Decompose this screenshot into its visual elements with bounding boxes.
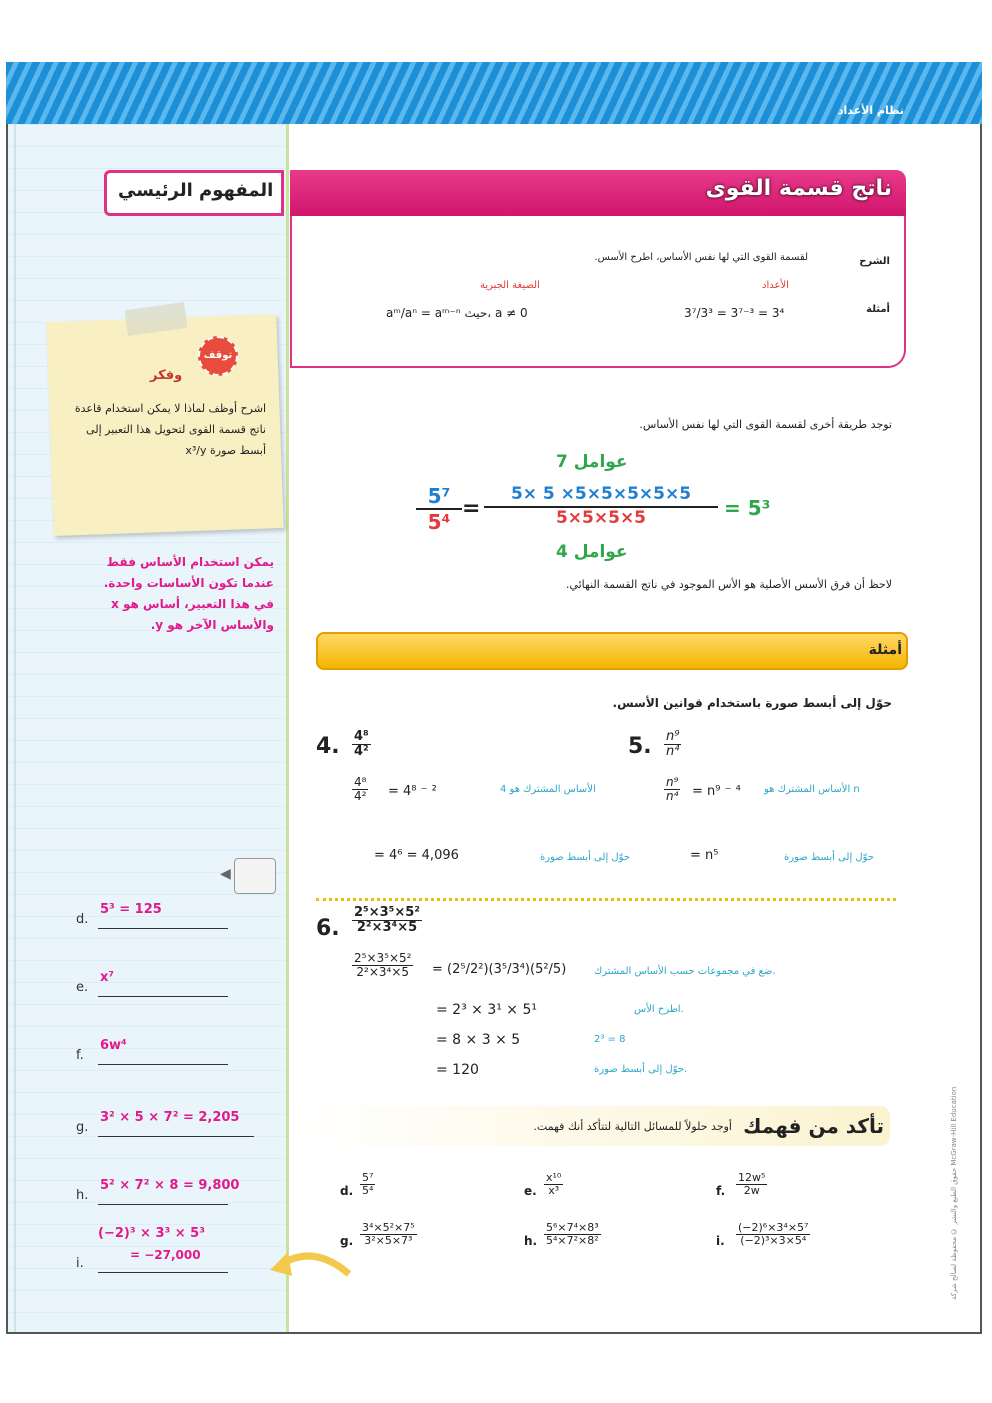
answer-value: 5² × 7² × 8 = 9,800 xyxy=(100,1178,240,1193)
ex5-numerator: n⁹ xyxy=(666,729,680,744)
demo-note: لاحظ أن فرق الأسس الأصلية هو الأس الموجود في ناتج القسمة النهائي. xyxy=(565,578,892,591)
instruction: حوّل إلى أبسط صورة باستخدام قوانين الأسس. xyxy=(612,696,892,710)
ex5-step-denominator: n⁴ xyxy=(666,789,679,804)
ex6-step-denominator: 2²×3⁴×5 xyxy=(356,965,410,980)
example-4-number: 4. xyxy=(316,734,340,759)
arrow-left-icon: ◀ xyxy=(220,866,231,882)
check-text: أوجد حلولاً للمسائل التالية لتتأكد أنك فهمت. xyxy=(533,1120,732,1133)
exercise-denominator: 2w xyxy=(743,1184,760,1198)
answer-line[interactable] xyxy=(98,1272,228,1273)
check-title: تأكد من فهمك xyxy=(743,1114,884,1138)
exercise-denominator: 5⁴ xyxy=(362,1184,374,1198)
ex5-note1: الأساس المشترك هو n xyxy=(764,784,860,795)
answer-value: x⁷ xyxy=(100,970,115,985)
exercise-fraction xyxy=(544,1222,601,1247)
note-text: اشرح أوظف لماذا لا يمكن استخدام قاعدة ناتج قسمة القوى لتحويل هذا التعبير إلى أبسط صورة x³/y xyxy=(74,402,266,457)
ex4-step2: = 4⁶ = 4,096 xyxy=(374,848,459,863)
answer-value: 5³ = 125 xyxy=(100,902,162,917)
answer-letter: d. xyxy=(76,912,89,927)
answer-value: 6w⁴ xyxy=(100,1038,127,1053)
margin-icon xyxy=(234,858,276,894)
ex6-step4: = 120 xyxy=(436,1062,479,1078)
demo-lhs-numerator: 5⁷ xyxy=(416,484,462,510)
example-5-number: 5. xyxy=(628,734,652,759)
exercise-fraction xyxy=(736,1172,767,1197)
intro-text: توجد طريقة أخرى لقسمة القوى التي لها نفس الأساس. xyxy=(639,418,892,431)
exercise-label: g. xyxy=(340,1234,354,1248)
ex5-step1: = n⁹ ⁻ ⁴ xyxy=(692,784,741,799)
ex6-numerator: 2⁵×3⁵×5² xyxy=(354,905,421,920)
example-divider xyxy=(316,898,896,901)
answer-letter: f. xyxy=(76,1048,84,1063)
chapter-title: نظام الأعداد xyxy=(837,104,904,117)
ex5-step2: = n⁵ xyxy=(690,848,719,863)
answer-value-result: = −27,000 xyxy=(130,1248,201,1262)
answer-letter: e. xyxy=(76,980,89,995)
key-concept-box xyxy=(290,216,906,368)
ex4-note2: حوّل إلى أبسط صورة xyxy=(540,852,631,863)
ex6-step3: = 8 × 3 × 5 xyxy=(436,1032,521,1048)
exercise-numerator: 3⁴×5²×7⁵ xyxy=(362,1221,415,1234)
think-label: وفكر xyxy=(150,368,183,383)
algebra-label: الصيغة الجبرية xyxy=(480,280,540,291)
ex4-note1: الأساس المشترك هو 4 xyxy=(500,784,596,795)
answer-value: (−2)³ × 3³ × 5³ xyxy=(98,1226,205,1241)
answer-line[interactable] xyxy=(98,1136,254,1137)
ex6-note2: اطرح الأس. xyxy=(634,1004,684,1015)
exercise-numerator: 5⁷ xyxy=(362,1171,374,1184)
example-6-number: 6. xyxy=(316,916,340,941)
exercise-numerator: (−2)⁶×3⁴×5⁷ xyxy=(738,1221,809,1234)
ex6-denominator: 2²×3⁴×5 xyxy=(356,920,418,936)
key-concept-tab-label: المفهوم الرئيسي xyxy=(118,180,274,201)
ex6-step-numerator: 2⁵×3⁵×5² xyxy=(354,951,412,965)
demo-result: = 5³ xyxy=(724,496,771,520)
exercise-fraction xyxy=(544,1172,563,1197)
answer-line[interactable] xyxy=(98,1064,228,1065)
exercise-denominator: 3²×5×7³ xyxy=(364,1234,413,1248)
numbers-label: الأعداد xyxy=(762,280,789,291)
curved-arrow-icon xyxy=(264,1234,354,1294)
exercise-label: i. xyxy=(716,1234,725,1248)
exercise-denominator: 5⁴×7²×8² xyxy=(546,1234,599,1248)
answer-letter: g. xyxy=(76,1120,89,1135)
notebook-margin-panel xyxy=(8,124,289,1332)
answer-letter: h. xyxy=(76,1188,89,1203)
header-banner xyxy=(6,62,982,124)
exercise-fraction xyxy=(736,1222,810,1247)
ex4-step-denominator: 4² xyxy=(354,789,367,804)
exercise-numerator: 5⁶×7⁴×8³ xyxy=(546,1221,599,1234)
exercise-label: h. xyxy=(524,1234,538,1248)
key-concept-title: ناتج قسمة القوى xyxy=(705,176,892,201)
explain-label: الشرح xyxy=(859,256,890,267)
exercise-numerator: x¹⁰ xyxy=(546,1171,562,1184)
bottom-factors-label: 4 عوامل xyxy=(556,542,628,562)
answer-line[interactable] xyxy=(98,996,228,997)
notebook-rule-line xyxy=(14,124,16,1332)
demo-denominator: 5×5×5×5 xyxy=(555,508,647,528)
exercise-fraction xyxy=(360,1172,375,1197)
demo-lhs-denominator: 5⁴ xyxy=(427,510,451,534)
ex5-denominator: n⁴ xyxy=(666,744,680,760)
ex4-numerator: 4⁸ xyxy=(354,729,369,744)
examples-title: أمثلة xyxy=(868,642,902,658)
top-factors-label: 7 عوامل xyxy=(556,452,628,472)
answer-value: 3² × 5 × 7² = 2,205 xyxy=(100,1110,240,1125)
answer-letter: i. xyxy=(76,1256,84,1271)
answer-line[interactable] xyxy=(98,928,228,929)
exercise-label: f. xyxy=(716,1184,726,1198)
exercise-numerator: 12w⁵ xyxy=(738,1171,766,1184)
exercise-fraction xyxy=(360,1222,417,1247)
ex4-step-numerator: 4⁸ xyxy=(354,775,367,789)
ex6-note4: حوّل إلى أبسط صورة. xyxy=(594,1064,688,1075)
examples-header xyxy=(316,632,908,670)
demo-numerator: 5× 5 ×5×5×5×5×5 xyxy=(484,484,718,508)
exercise-denominator: x³ xyxy=(548,1184,560,1198)
ex4-denominator: 4² xyxy=(354,744,369,760)
exercise-label: d. xyxy=(340,1184,354,1198)
algebra-example: aᵐ/aⁿ = aᵐ⁻ⁿ حيث، a ≠ 0 xyxy=(386,306,528,320)
exercise-denominator: (−2)³×3×5⁴ xyxy=(740,1234,807,1248)
ex6-note1: ضع في مجموعات حسب الأساس المشترك. xyxy=(594,966,776,977)
stop-badge: توقف xyxy=(198,336,238,376)
demo-equals: = xyxy=(462,496,481,521)
answer-line[interactable] xyxy=(98,1204,228,1205)
tip-text: يمكن استخدام الأساس فقط عندما تكون الأساسات واحدة. في هذا التعبير، أساس هو x والأساس الآخر هو y. xyxy=(103,555,274,632)
ex4-step1: = 4⁸ ⁻ ² xyxy=(388,784,437,799)
ex5-note2: حوّل إلى أبسط صورة xyxy=(784,852,875,863)
numbers-example: 3⁷/3³ = 3⁷⁻³ = 3⁴ xyxy=(684,306,785,320)
ex6-step1: = (2⁵/2²)(3⁵/3⁴)(5²/5) xyxy=(432,962,567,977)
ex5-step-numerator: n⁹ xyxy=(666,775,679,789)
examples-label: أمثلة xyxy=(866,304,890,315)
ex6-note3: 2³ = 8 xyxy=(594,1034,626,1045)
exercise-label: e. xyxy=(524,1184,537,1198)
copyright-text: حقوق الطبع والنشر © محفوظة لصالح شركة McGraw-Hill Education xyxy=(950,1086,958,1300)
explain-text: لقسمة القوى التي لها نفس الأساس، اطرح الأسس. xyxy=(594,252,808,263)
ex6-step2: = 2³ × 3¹ × 5¹ xyxy=(436,1002,538,1018)
